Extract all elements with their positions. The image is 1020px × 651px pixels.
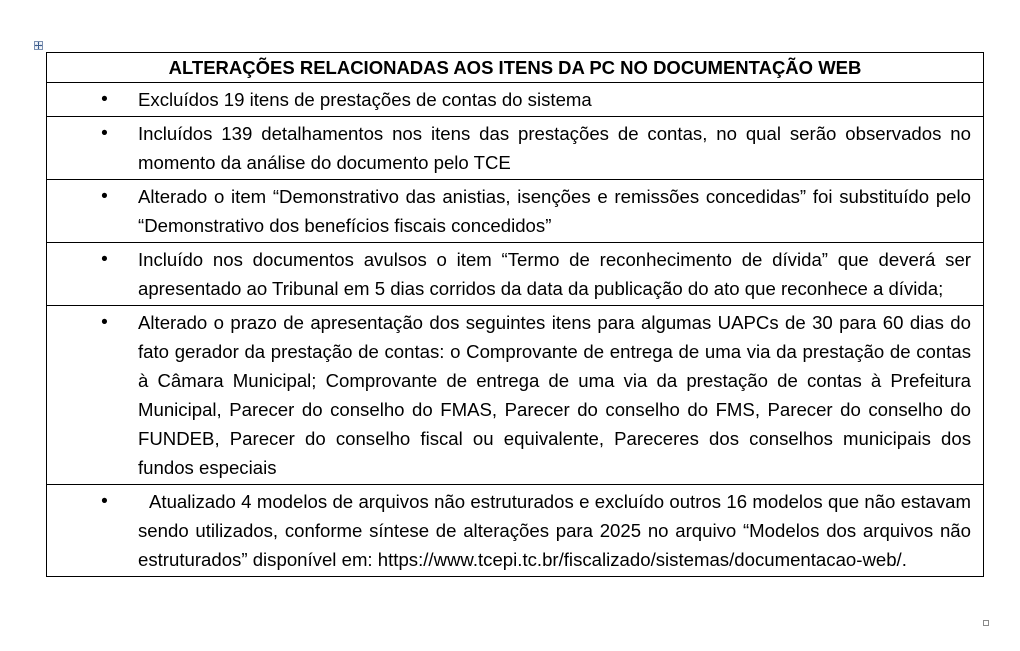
- bullet-icon: •: [101, 312, 108, 333]
- table-resize-handle[interactable]: [983, 620, 989, 626]
- list-item-text: Alterado o prazo de apresentação dos seguintes itens para algumas UAPCs de 30 para 60 dias do fato gerador da prestação de contas: o Comprovante de entrega de uma via da prestação de contas à Câmara Municipal; Comprovante de entrega de uma via da prestação de contas à Prefeitura Municipal, Parecer do conselho do FMAS, Parecer do conselho do FMS, Parecer do conselho do FUNDEB, Parecer do conselho fiscal ou equivalente, Pareceres dos conselhos municipais dos fundos especiais: [138, 312, 971, 478]
- changes-table: [46, 52, 984, 577]
- four-way-arrow-icon: [35, 42, 42, 49]
- table-cell[interactable]: [47, 117, 984, 180]
- list-item-text: Atualizado 4 modelos de arquivos não estruturados e excluído outros 16 modelos que não estavam sendo utilizados, conforme síntese de alterações para 2025 no arquivo “Modelos dos arquivos não estruturados” disponível em: https://www.tcepi.tc.br/fiscalizado/sistemas/documentacao-web/.: [138, 491, 971, 570]
- table-move-handle-icon[interactable]: [34, 41, 43, 50]
- list-item-text: Incluídos 139 detalhamentos nos itens das prestações de contas, no qual serão observados no momento da análise do documento pelo TCE: [138, 123, 971, 173]
- list-item-text: Incluído nos documentos avulsos o item “Termo de reconhecimento de dívida” que deverá ser apresentado ao Tribunal em 5 dias corridos da data da publicação do ato que reconhece a dívida;: [138, 249, 971, 299]
- table-cell[interactable]: [47, 243, 984, 306]
- table-row: [47, 243, 984, 306]
- bullet-icon: •: [101, 123, 108, 144]
- table-title: ALTERAÇÕES RELACIONADAS AOS ITENS DA PC NO DOCUMENTAÇÃO WEB: [47, 53, 984, 83]
- table-header-row: [47, 53, 984, 83]
- list-item-text: Excluídos 19 itens de prestações de contas do sistema: [138, 89, 592, 110]
- table-row: [47, 83, 984, 117]
- table-row: [47, 180, 984, 243]
- bullet-icon: •: [101, 186, 108, 207]
- table-row: [47, 306, 984, 485]
- table-row: [47, 117, 984, 180]
- bullet-icon: •: [101, 491, 108, 512]
- bullet-icon: •: [101, 249, 108, 270]
- table-cell[interactable]: [47, 180, 984, 243]
- table-cell[interactable]: [47, 306, 984, 485]
- table-row: [47, 485, 984, 577]
- list-item-text: Alterado o item “Demonstrativo das anistias, isenções e remissões concedidas” foi substituído pelo “Demonstrativo dos benefícios fiscais concedidos”: [138, 186, 971, 236]
- table-cell[interactable]: [47, 83, 984, 117]
- table-cell[interactable]: [47, 485, 984, 577]
- bullet-icon: •: [101, 89, 108, 110]
